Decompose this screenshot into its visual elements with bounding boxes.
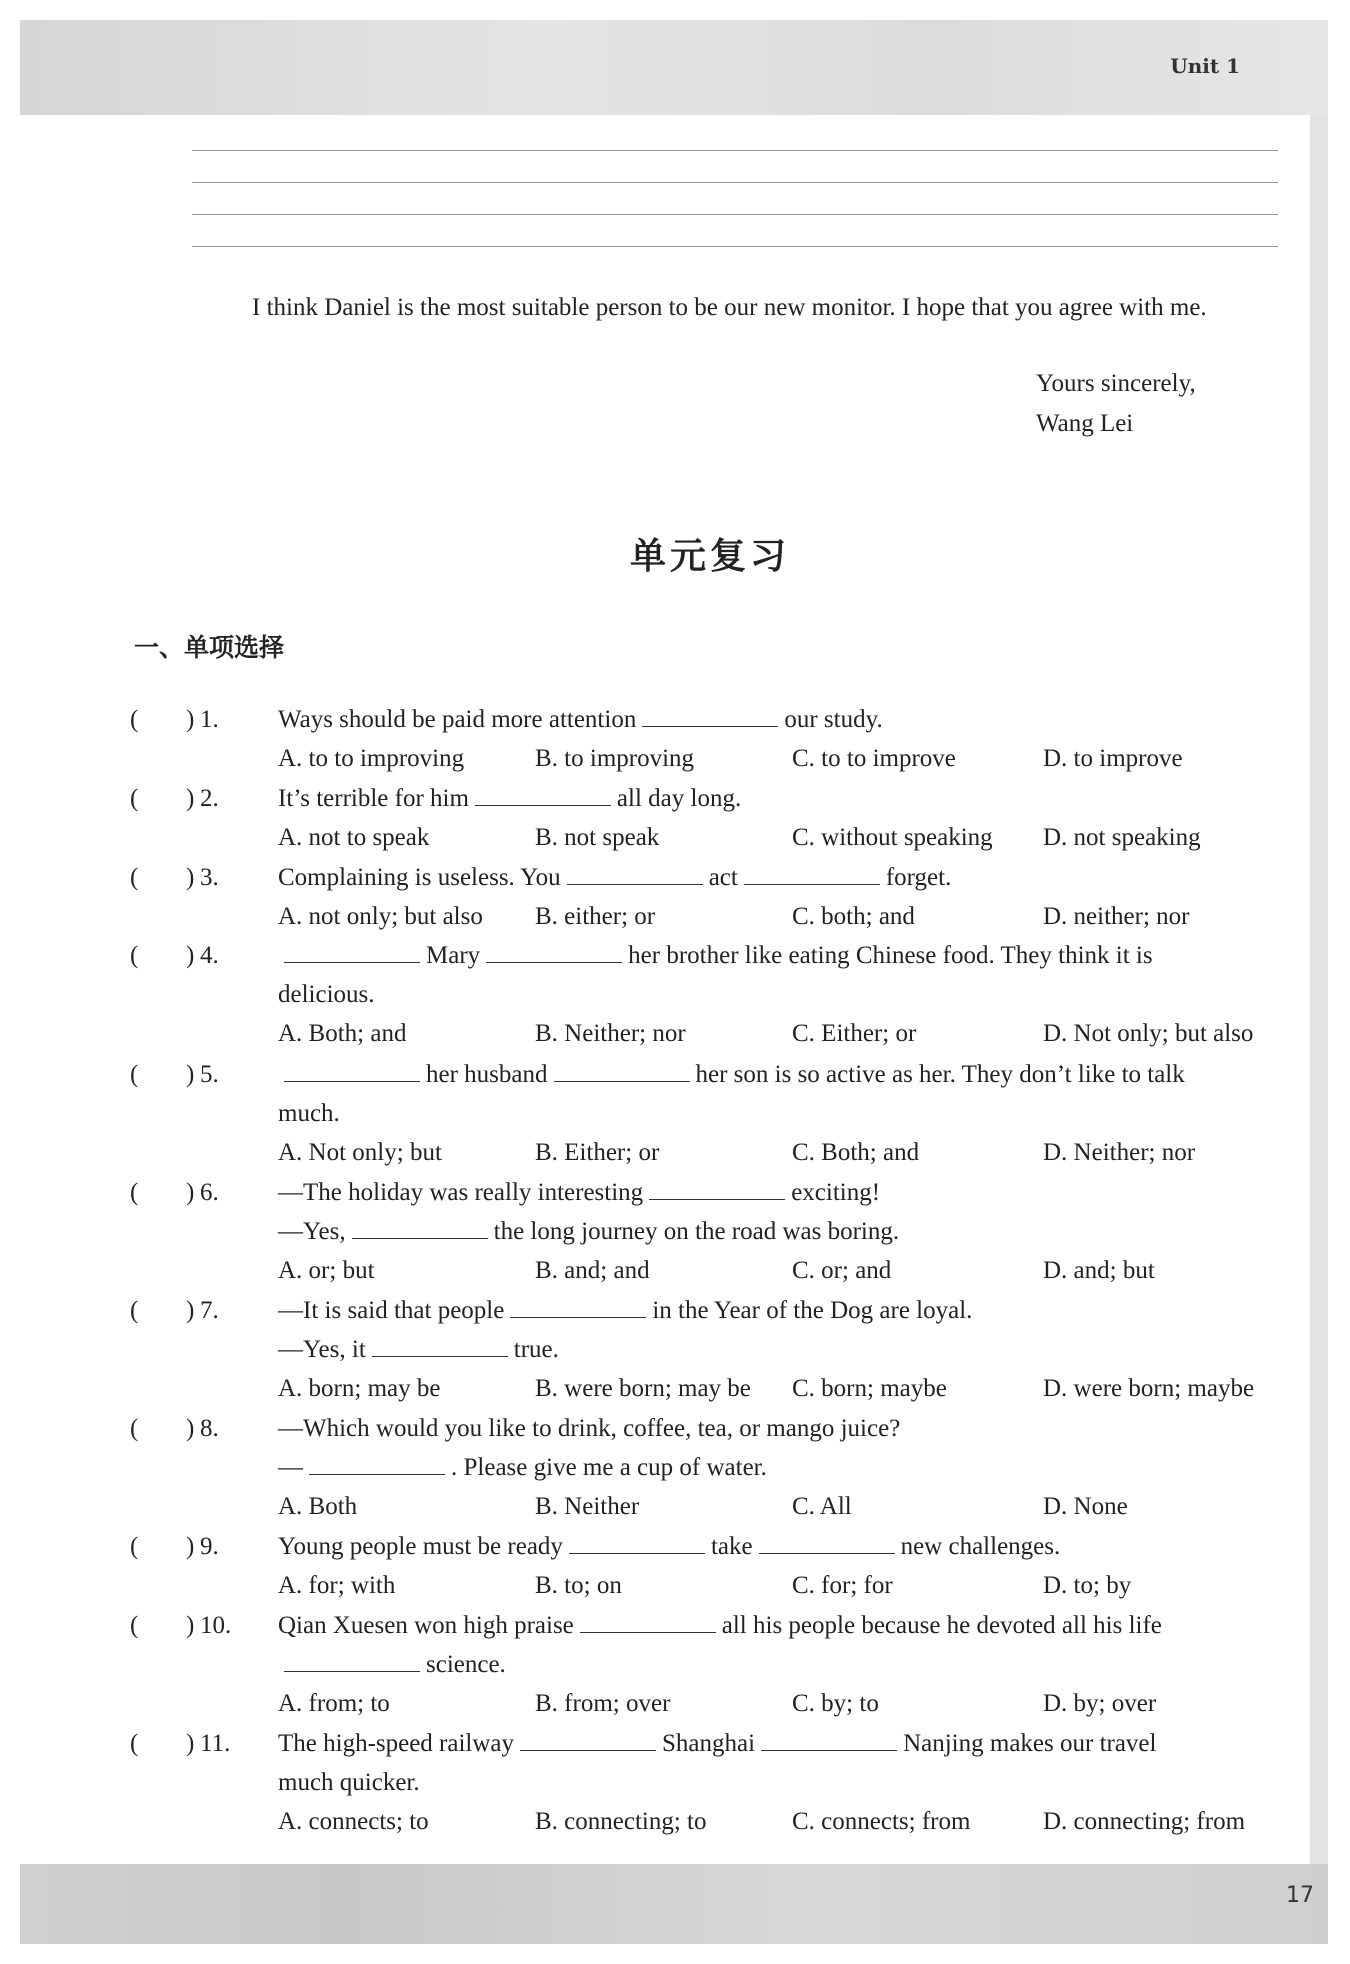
answer-paren-right: ) [186,1533,195,1561]
option-d[interactable]: D. were born; maybe [1043,1375,1255,1402]
option-c[interactable]: C. by; to [792,1690,879,1718]
question-stem-line [130,1527,1300,1566]
question-text-segment: —Which would you like to drink, coffee, tea, or mango juice? [278,1415,901,1443]
question-text [278,936,1153,975]
option-b[interactable]: B. and; and [535,1256,650,1284]
signature: Wang Lei [1036,410,1134,437]
question-stem-line [130,1724,1300,1763]
question-number: 10. [200,1612,232,1640]
question-item [130,1527,1300,1605]
question-text-segment: in the Year of the Dog are loyal. [652,1297,973,1324]
fill-in-blank[interactable] [649,1175,785,1200]
question-item [130,936,1300,1053]
fill-in-blank[interactable] [520,1726,656,1751]
question-item [130,1173,1300,1290]
letter-body: I think Daniel is the most suitable person to be our new monitor. I hope that you agree with me. [252,294,1207,321]
answer-paren-right: ) [186,1730,195,1758]
question-item [130,1606,1300,1723]
question-text [278,1330,559,1369]
option-d[interactable]: D. to; by [1043,1572,1132,1600]
fill-in-blank[interactable] [642,702,778,727]
option-a[interactable]: A. for; with [278,1572,396,1600]
letter-closing [1036,364,1196,444]
fill-in-blank[interactable] [284,1057,420,1082]
fill-in-blank[interactable] [284,1647,420,1672]
option-row [130,1133,1300,1172]
fill-in-blank[interactable] [486,938,622,963]
question-item [130,1409,1300,1526]
option-row [130,1251,1300,1290]
writing-line [192,150,1278,151]
question-text-segment: her son is so active as her. They don’t like to talk [695,1060,1185,1088]
answer-paren-left: ( [130,942,139,970]
option-b[interactable]: B. connecting; to [535,1808,707,1836]
option-d[interactable]: D. connecting; from [1043,1808,1246,1836]
question-text-segment: Shanghai [662,1730,756,1758]
question-stem-line [130,700,1300,739]
question-text-segment: much quicker. [278,1769,420,1797]
page-content [20,20,1310,1864]
question-text-segment: act [708,863,738,891]
question-text-segment: much. [278,1099,340,1127]
question-item [130,779,1300,857]
question-number: 4. [200,942,219,970]
question-continuation-line [130,975,1300,1014]
question-text-segment: take [710,1533,753,1561]
option-d[interactable]: D. Not only; but also [1043,1020,1254,1048]
question-text [278,1094,340,1133]
fill-in-blank[interactable] [759,1529,895,1554]
question-text-segment: science. [426,1651,506,1679]
question-text [278,1212,899,1251]
question-continuation-line [130,1763,1300,1802]
workbook-page [20,20,1328,1944]
question-stem-line [130,779,1300,818]
question-text-segment: — [278,1454,303,1482]
answer-paren-right: ) [186,1060,195,1088]
question-text-segment: forget. [885,863,952,891]
option-row [130,1566,1300,1605]
question-item [130,1291,1300,1408]
option-d[interactable]: D. Neither; nor [1043,1138,1196,1166]
option-a[interactable]: A. Both; and [278,1020,407,1048]
option-row [130,1487,1300,1526]
option-a[interactable]: A. or; but [278,1256,375,1284]
option-row [130,739,1300,778]
option-d[interactable]: D. to improve [1043,745,1183,772]
option-d[interactable]: D. None [1043,1493,1128,1521]
question-number: 6. [200,1178,219,1206]
answer-paren-right: ) [186,1612,195,1640]
question-text [278,1724,1156,1763]
page-number: 17 [1286,1883,1314,1908]
option-a[interactable]: A. connects; to [278,1808,429,1836]
question-text-segment: new challenges. [900,1533,1061,1561]
fill-in-blank[interactable] [372,1332,508,1357]
fill-in-blank[interactable] [744,860,880,885]
option-b[interactable]: B. were born; may be [535,1375,751,1402]
footer-band [20,1864,1328,1944]
option-c[interactable]: C. to to improve [792,745,956,772]
fill-in-blank[interactable] [554,1057,690,1082]
option-c[interactable]: C. connects; from [792,1808,971,1836]
question-text-segment: —Yes, [278,1217,346,1245]
option-d[interactable]: D. by; over [1043,1690,1157,1718]
answer-paren-left: ( [130,1612,139,1640]
answer-paren-left: ( [130,784,139,812]
question-stem-line [130,936,1300,975]
option-c[interactable]: C. Both; and [792,1138,920,1166]
question-number: 5. [200,1060,219,1088]
question-number: 11. [200,1730,231,1758]
fill-in-blank[interactable] [475,781,611,806]
question-text-segment: all his people because he devoted all his life [721,1612,1162,1640]
answer-paren-left: ( [130,1730,139,1758]
writing-line [192,182,1278,183]
option-a[interactable]: A. not to speak [278,823,430,851]
question-text-segment: The high-speed railway [278,1730,515,1758]
question-text-segment: Mary [426,942,481,970]
fill-in-blank[interactable] [309,1450,445,1475]
option-c[interactable]: C. born; maybe [792,1375,947,1402]
question-text [278,1055,1185,1094]
answer-paren-left: ( [130,706,139,733]
question-stem-line [130,1291,1300,1330]
option-a[interactable]: A. from; to [278,1690,390,1718]
question-text-segment: true. [513,1336,559,1363]
question-text-segment: all day long. [616,784,742,812]
answer-paren-right: ) [186,863,195,891]
question-text-segment: her husband [426,1060,548,1088]
question-stem-line [130,858,1300,897]
option-b[interactable]: B. Neither; nor [535,1020,686,1048]
question-text-segment: Complaining is useless. You [278,863,561,891]
option-row [130,1684,1300,1723]
fill-in-blank[interactable] [352,1214,488,1239]
question-text-segment: our study. [784,706,883,733]
answer-paren-right: ) [186,1415,195,1443]
question-item [130,858,1300,936]
question-text [278,1763,420,1802]
answer-paren-right: ) [186,1297,195,1324]
option-b[interactable]: B. not speak [535,823,660,851]
question-text-segment: delicious. [278,981,375,1009]
answer-paren-left: ( [130,1533,139,1561]
question-text [278,1173,880,1212]
option-row [130,818,1300,857]
page-edge-band [1310,115,1328,1875]
option-a[interactable]: A. born; may be [278,1375,441,1402]
question-text-segment: exciting! [791,1178,881,1206]
question-number: 8. [200,1415,219,1443]
fill-in-blank[interactable] [569,1529,705,1554]
question-stem-line [130,1606,1300,1645]
question-text [278,858,951,897]
question-number: 7. [200,1297,219,1324]
question-text [278,779,741,818]
question-item [130,1055,1300,1172]
option-d[interactable]: D. neither; nor [1043,902,1190,930]
option-d[interactable]: D. not speaking [1043,823,1201,851]
question-text-segment: her brother like eating Chinese food. They think it is [628,942,1153,970]
question-text [278,1448,767,1487]
option-b[interactable]: B. to; on [535,1572,622,1600]
question-continuation-line [130,1094,1300,1133]
question-item [130,700,1300,778]
answer-paren-left: ( [130,1178,139,1206]
question-continuation-line [130,1645,1300,1684]
answer-paren-right: ) [186,784,195,812]
closing-phrase: Yours sincerely, [1036,370,1196,397]
option-row [130,1802,1300,1841]
question-text-segment: —It is said that people [278,1297,505,1324]
fill-in-blank[interactable] [510,1293,646,1318]
question-text-segment: It’s terrible for him [278,784,469,812]
answer-paren-left: ( [130,1415,139,1443]
question-text [278,1606,1162,1645]
writing-line [192,214,1278,215]
option-b[interactable]: B. to improving [535,745,695,772]
question-text-segment: Ways should be paid more attention [278,706,637,733]
question-text-segment: Young people must be ready [278,1533,563,1561]
question-text-segment: Nanjing makes our travel [903,1730,1157,1758]
question-text [278,975,375,1014]
answer-paren-left: ( [130,1297,139,1324]
question-continuation-line [130,1330,1300,1369]
option-a[interactable]: A. not only; but also [278,902,483,930]
question-text-segment: —The holiday was really interesting [278,1178,644,1206]
option-row [130,1369,1300,1408]
answer-paren-left: ( [130,863,139,891]
fill-in-blank[interactable] [284,938,420,963]
answer-paren-left: ( [130,1060,139,1088]
question-stem-line [130,1409,1300,1448]
question-text-segment: . Please give me a cup of water. [451,1454,767,1482]
unit-label: Unit 1 [1170,54,1240,78]
option-a[interactable]: A. to to improving [278,745,465,772]
answer-paren-right: ) [186,942,195,970]
option-row [130,897,1300,936]
question-number: 9. [200,1533,219,1561]
option-row [130,1014,1300,1053]
answer-paren-right: ) [186,706,195,733]
question-text [278,700,883,739]
option-c[interactable]: C. for; for [792,1572,893,1600]
question-continuation-line [130,1212,1300,1251]
option-c[interactable]: C. Either; or [792,1020,917,1048]
option-b[interactable]: B. from; over [535,1690,671,1718]
question-stem-line [130,1055,1300,1094]
option-c[interactable]: C. or; and [792,1256,892,1284]
question-number: 3. [200,863,219,891]
question-text [278,1527,1060,1566]
question-text [278,1645,506,1684]
question-number: 2. [200,784,219,812]
question-number: 1. [200,706,219,733]
option-b[interactable]: B. Either; or [535,1138,660,1166]
question-continuation-line [130,1448,1300,1487]
option-a[interactable]: A. Both [278,1493,358,1521]
option-c[interactable]: C. All [792,1493,852,1521]
fill-in-blank[interactable] [580,1608,716,1633]
part-title: 一、单项选择 [134,633,285,662]
answer-paren-right: ) [186,1178,195,1206]
option-b[interactable]: B. Neither [535,1493,640,1521]
question-text [278,1291,972,1330]
question-item [130,1724,1300,1841]
fill-in-blank[interactable] [761,1726,897,1751]
question-text-segment: Qian Xuesen won high praise [278,1612,574,1640]
question-text-segment: the long journey on the road was boring. [493,1217,900,1245]
fill-in-blank[interactable] [567,860,703,885]
section-title: 单元复习 [629,536,790,577]
option-c[interactable]: C. without speaking [792,823,993,851]
question-stem-line [130,1173,1300,1212]
option-d[interactable]: D. and; but [1043,1256,1155,1284]
question-text [278,1409,900,1448]
option-a[interactable]: A. Not only; but [278,1138,442,1166]
option-b[interactable]: B. either; or [535,902,656,930]
writing-line [192,246,1278,247]
question-text-segment: —Yes, it [278,1336,366,1363]
option-c[interactable]: C. both; and [792,902,915,930]
